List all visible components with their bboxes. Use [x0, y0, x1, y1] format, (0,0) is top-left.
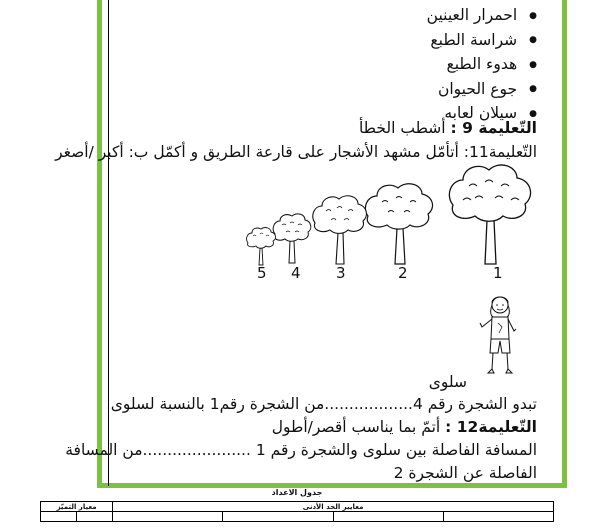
margin-line [108, 0, 109, 486]
sentence-2-line-1: المسافة الفاصلة بين سلوى والشجرة رقم 1 ......................من المسافة [65, 441, 537, 459]
tree-5-icon [245, 226, 277, 266]
tree-1-icon [445, 160, 535, 265]
table-cell [333, 512, 443, 522]
tree-number-4: 4 [291, 264, 301, 282]
criteria-grid [40, 501, 554, 522]
girl-icon [478, 293, 522, 378]
sentence-2-line-2: الفاصلة عن الشجرة 2 [393, 464, 537, 482]
list-item: ● شراسة الطبع [427, 28, 537, 53]
instruction-11: التّعليمة11: أتأمّل مشهد الأشجار على قارعة الطريق و أكمّل ب: أكبر /أصغر [55, 143, 537, 161]
instruction-12-label: التّعليمة12 : [445, 418, 537, 436]
table-cell [443, 512, 553, 522]
girl-name: سلوى [428, 373, 467, 391]
table-title: جدول الاعداد [271, 488, 323, 497]
table-cell [223, 512, 333, 522]
table-cell [41, 512, 77, 522]
sentence-1: تبدو الشجرة رقم 4..................من الشجرة رقم1 بالنسبة لسلوى [110, 395, 537, 413]
grading-table [40, 488, 554, 528]
list-item: ● هدوء الطبع [427, 52, 537, 77]
instruction-9-label: التّعليمة 9 : [450, 119, 537, 137]
column-header-excellence: معيار التميّز [41, 502, 113, 512]
instruction-9-text: أشطب الخطأ [358, 119, 446, 137]
tree-number-3: 3 [336, 264, 346, 282]
table-cell [77, 512, 113, 522]
column-header-min: معايير الحد الأدنى [113, 502, 554, 512]
tree-number-1: 1 [493, 264, 503, 282]
table-cell [113, 512, 223, 522]
list-item: ● جوع الحيوان [427, 77, 537, 102]
tree-2-icon [362, 180, 437, 265]
tree-number-5: 5 [257, 264, 267, 282]
choice-list [427, 3, 537, 126]
tree-3-icon [310, 193, 370, 265]
instruction-12-text: أتمّ بما يناسب أقصر/أطول [271, 418, 441, 436]
tree-number-2: 2 [398, 264, 408, 282]
instruction-12 [272, 418, 537, 436]
tree-4-icon [271, 212, 313, 264]
list-item: ● احمرار العينين [427, 3, 537, 28]
list-item: ● سيلان لعابه [427, 101, 537, 126]
instruction-9 [359, 119, 537, 137]
